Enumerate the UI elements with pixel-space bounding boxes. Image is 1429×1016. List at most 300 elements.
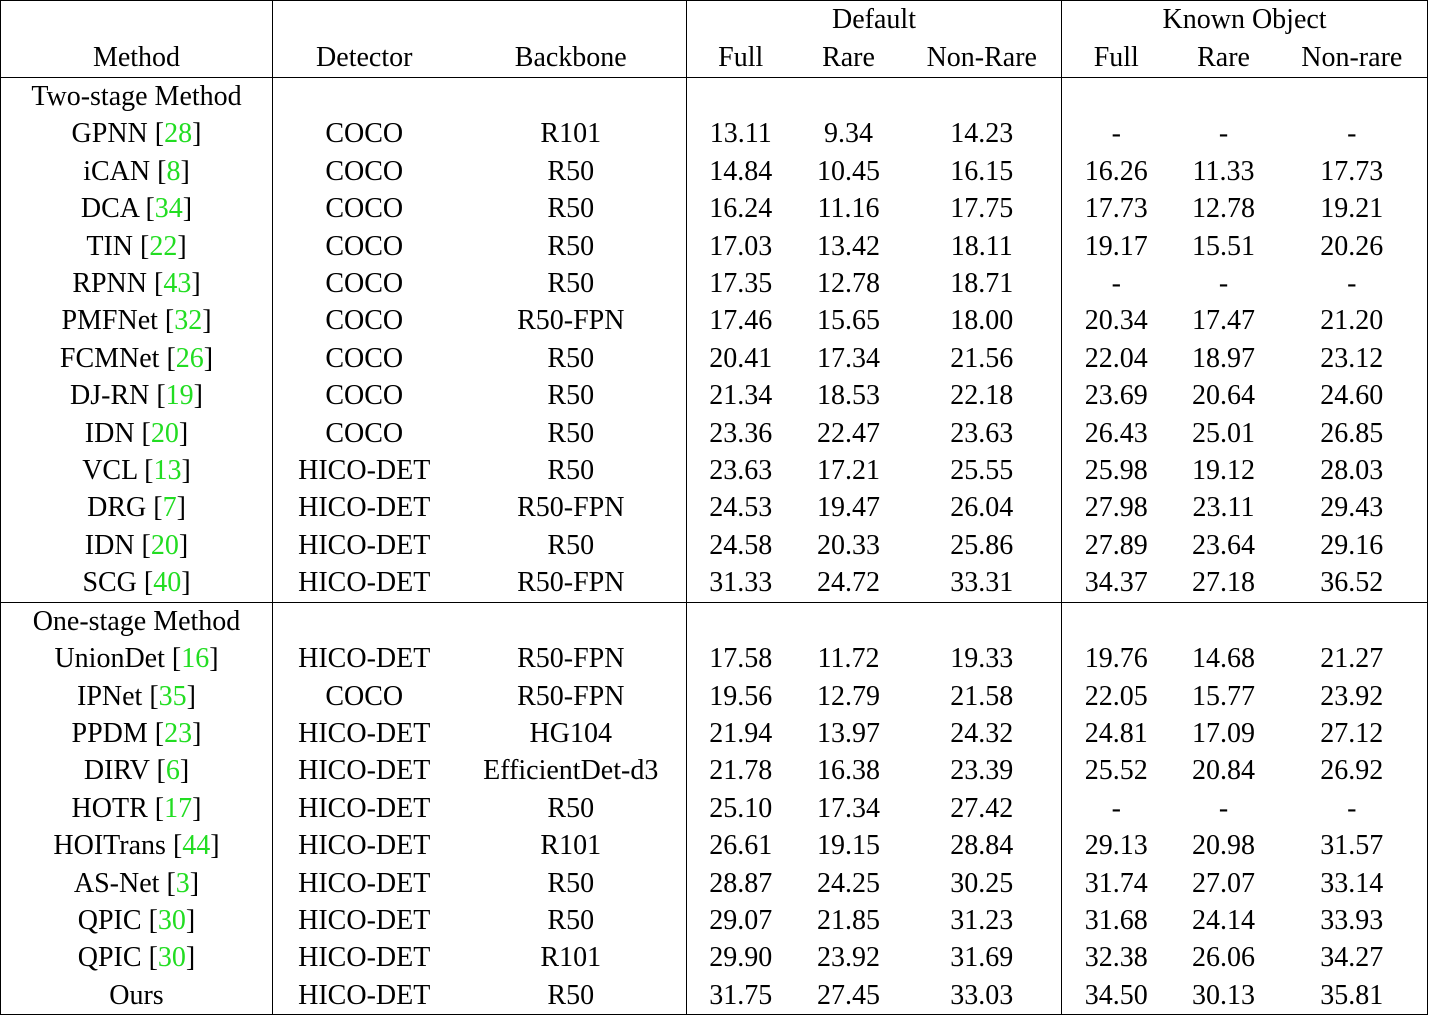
known-rare-cell: 24.14 [1192, 904, 1256, 936]
known-rare-cell: 18.97 [1192, 342, 1256, 374]
detector-cell: COCO [273, 190, 456, 227]
default-full-cell: 31.75 [687, 977, 795, 1015]
default-rare-cell: 13.42 [817, 230, 880, 262]
default-non-rare-cell: 18.00 [950, 305, 1014, 337]
method-cell: DIRV [6] [1, 752, 273, 789]
method-cell: HOITrans [44] [1, 827, 273, 864]
method-name: Ours [109, 979, 164, 1011]
backbone-cell: EfficientDet-d3 [483, 755, 659, 787]
known-full-cell: 34.50 [1062, 977, 1171, 1015]
known-rare-cell: 23.11 [1192, 492, 1255, 524]
default-non-rare-cell: 22.18 [950, 380, 1014, 412]
empty-cell [1277, 78, 1428, 116]
default-non-rare-cell: 25.55 [950, 455, 1014, 487]
method-cell: iCAN [8] [1, 153, 273, 190]
table-row [1, 415, 1428, 452]
known-rare-cell: 20.84 [1192, 755, 1256, 787]
known-rare-cell: 15.77 [1192, 680, 1256, 712]
default-rare-cell: 17.34 [817, 792, 880, 824]
table-row [1, 340, 1428, 377]
default-full-cell: 14.84 [687, 153, 795, 190]
default-full-cell: 23.36 [687, 415, 795, 452]
method-cell: GPNN [28] [1, 115, 273, 152]
citation-link[interactable]: 13 [153, 455, 182, 487]
known-full-cell: 31.68 [1062, 902, 1171, 939]
known-non-rare-cell: 17.73 [1277, 153, 1428, 190]
method-name: GPNN [71, 118, 148, 150]
known-non-rare-cell: 21.20 [1277, 302, 1428, 339]
backbone-cell: R50 [547, 867, 595, 899]
backbone-cell: R50 [547, 193, 595, 225]
method-cell [1, 977, 273, 1015]
detector-cell: COCO [273, 115, 456, 152]
known-non-rare-cell: 24.60 [1277, 377, 1428, 414]
known-non-rare-cell: 20.26 [1277, 228, 1428, 265]
section-title: One-stage Method [1, 602, 273, 640]
known-full-cell: - [1062, 265, 1171, 302]
table-row [1, 265, 1428, 302]
backbone-cell: R50 [547, 230, 595, 262]
default-full-cell: 24.58 [687, 527, 795, 564]
header-default-full: Full [687, 39, 795, 78]
method-name: QPIC [77, 904, 142, 936]
citation-link[interactable]: 20 [150, 417, 179, 449]
table-row [1, 715, 1428, 752]
detector-cell: HICO-DET [273, 452, 456, 489]
header-group-row [1, 1, 1428, 40]
default-non-rare-cell: 25.86 [950, 529, 1014, 561]
default-rare-cell: 18.53 [817, 380, 880, 412]
table-row [1, 302, 1428, 339]
table-row [1, 939, 1428, 976]
known-rare-cell: 30.13 [1171, 977, 1277, 1015]
citation-link[interactable]: 3 [175, 867, 190, 899]
default-rare-cell: 16.38 [817, 755, 880, 787]
method-cell: QPIC [30] [1, 939, 273, 976]
default-full-cell: 24.53 [687, 489, 795, 526]
table-row [1, 902, 1428, 939]
method-cell: DJ-RN [19] [1, 377, 273, 414]
method-cell: PPDM [23] [1, 715, 273, 752]
known-full-cell: 29.13 [1062, 827, 1171, 864]
table-row [1, 977, 1428, 1015]
known-non-rare-cell: 33.93 [1277, 902, 1428, 939]
empty-cell [795, 78, 903, 116]
default-full-cell: 21.78 [687, 752, 795, 789]
backbone-cell: R50-FPN [517, 643, 625, 675]
table-row [1, 377, 1428, 414]
method-name: HOTR [71, 792, 148, 824]
known-full-cell: 24.81 [1062, 715, 1171, 752]
known-non-rare-cell: 23.12 [1277, 340, 1428, 377]
method-name: RPNN [72, 268, 148, 300]
default-full-cell: 28.87 [687, 865, 795, 902]
default-rare-cell: 24.72 [817, 567, 880, 599]
known-non-rare-cell: 36.52 [1277, 564, 1428, 602]
known-non-rare-cell: 26.85 [1277, 415, 1428, 452]
default-full-cell: 25.10 [687, 790, 795, 827]
known-non-rare-cell: 19.21 [1277, 190, 1428, 227]
known-rare-cell: 19.12 [1192, 455, 1256, 487]
backbone-cell: R50-FPN [517, 680, 625, 712]
citation-link[interactable]: 7 [162, 492, 177, 524]
default-non-rare-cell: 18.11 [950, 230, 1013, 262]
empty-cell [687, 602, 795, 640]
default-full-cell: 19.56 [687, 678, 795, 715]
known-full-cell: 23.69 [1062, 377, 1171, 414]
method-cell: IDN [20] [1, 527, 273, 564]
detector-cell: COCO [273, 265, 456, 302]
citation-link[interactable]: 30 [157, 942, 186, 974]
detector-cell: HICO-DET [273, 939, 456, 976]
backbone-cell: R50 [547, 455, 595, 487]
header-group-default: Default [687, 1, 1062, 40]
method-cell: UnionDet [16] [1, 640, 273, 677]
citation-link[interactable]: 19 [165, 380, 194, 412]
detector-cell: COCO [273, 340, 456, 377]
known-full-cell: 27.98 [1062, 489, 1171, 526]
citation-link[interactable]: 32 [174, 305, 203, 337]
table-row [1, 190, 1428, 227]
known-non-rare-cell: 21.27 [1277, 640, 1428, 677]
header-detector: Detector [273, 39, 456, 78]
backbone-cell: R50-FPN [517, 305, 625, 337]
empty-cell [456, 602, 687, 640]
table-row [1, 827, 1428, 864]
backbone-cell: R101 [540, 942, 602, 974]
known-rare-cell: 27.07 [1192, 867, 1256, 899]
default-non-rare-cell: 26.04 [950, 492, 1014, 524]
detector-cell: HICO-DET [273, 977, 456, 1015]
empty-cell [1277, 602, 1428, 640]
citation-link[interactable]: 30 [157, 904, 186, 936]
default-non-rare-cell: 16.15 [950, 155, 1014, 187]
default-non-rare-cell: 28.84 [950, 830, 1014, 862]
backbone-cell: R50-FPN [517, 567, 625, 599]
default-rare-cell: 12.78 [817, 268, 880, 300]
header-group-known-object: Known Object [1062, 1, 1428, 40]
known-rare-cell: 15.51 [1192, 230, 1256, 262]
default-full-cell: 29.07 [687, 902, 795, 939]
method-cell: IDN [20] [1, 415, 273, 452]
known-full-cell: 22.04 [1062, 340, 1171, 377]
detector-cell: COCO [273, 415, 456, 452]
empty-cell [903, 602, 1062, 640]
default-non-rare-cell: 21.58 [950, 680, 1014, 712]
header-backbone: Backbone [456, 39, 687, 78]
method-cell: DCA [34] [1, 190, 273, 227]
known-full-cell: 27.89 [1062, 527, 1171, 564]
known-rare-cell: 20.64 [1192, 380, 1256, 412]
known-full-cell: 20.34 [1062, 302, 1171, 339]
known-non-rare-cell: 26.92 [1277, 752, 1428, 789]
known-rare-cell: - [1218, 792, 1229, 824]
known-non-rare-cell: 28.03 [1277, 452, 1428, 489]
empty-cell [903, 78, 1062, 116]
detector-cell: HICO-DET [273, 865, 456, 902]
method-cell: PMFNet [32] [1, 302, 273, 339]
default-full-cell: 17.46 [687, 302, 795, 339]
empty-cell [273, 602, 456, 640]
default-rare-cell: 17.21 [817, 455, 880, 487]
default-non-rare-cell: 24.32 [950, 717, 1014, 749]
backbone-cell: R50 [547, 792, 595, 824]
known-rare-cell: 17.47 [1192, 305, 1256, 337]
backbone-cell: R50 [547, 268, 595, 300]
default-full-cell: 13.11 [687, 115, 795, 152]
method-name: IPNet [77, 680, 143, 712]
default-rare-cell: 13.97 [817, 717, 880, 749]
default-rare-cell: 24.25 [817, 867, 880, 899]
known-non-rare-cell: 23.92 [1277, 678, 1428, 715]
method-name: AS-Net [73, 867, 160, 899]
default-full-cell: 17.35 [687, 265, 795, 302]
method-name: PMFNet [61, 305, 158, 337]
table-row [1, 489, 1428, 526]
method-cell: FCMNet [26] [1, 340, 273, 377]
section-header-row [1, 602, 1428, 640]
known-full-cell: 25.52 [1062, 752, 1171, 789]
backbone-cell: R101 [540, 830, 602, 862]
citation-link[interactable]: 44 [182, 830, 211, 862]
default-rare-cell: 23.92 [817, 942, 880, 974]
known-non-rare-cell: 34.27 [1277, 939, 1428, 976]
known-full-cell: 26.43 [1062, 415, 1171, 452]
method-name: IDN [84, 529, 135, 561]
known-rare-cell: 25.01 [1192, 417, 1256, 449]
method-name: DJ-RN [70, 380, 150, 412]
empty-cell [1062, 602, 1171, 640]
known-full-cell: 25.98 [1062, 452, 1171, 489]
method-name: iCAN [83, 155, 151, 187]
known-full-cell: 19.76 [1062, 640, 1171, 677]
table-row [1, 640, 1428, 677]
table-row [1, 678, 1428, 715]
known-full-cell: 22.05 [1062, 678, 1171, 715]
default-full-cell: 31.33 [687, 564, 795, 602]
method-name: HOITrans [53, 830, 166, 862]
known-full-cell: 17.73 [1062, 190, 1171, 227]
citation-link[interactable]: 40 [153, 567, 182, 599]
method-cell: IPNet [35] [1, 678, 273, 715]
citation-link[interactable]: 17 [164, 792, 193, 824]
method-cell: HOTR [17] [1, 790, 273, 827]
known-rare-cell: 26.06 [1192, 942, 1256, 974]
default-full-cell: 17.58 [687, 640, 795, 677]
default-non-rare-cell: 23.39 [950, 755, 1014, 787]
header-default-rare: Rare [795, 39, 903, 78]
known-full-cell: 34.37 [1062, 564, 1171, 602]
known-non-rare-cell: - [1277, 790, 1428, 827]
default-rare-cell: 10.45 [817, 155, 880, 187]
known-full-cell: 32.38 [1062, 939, 1171, 976]
method-name: DIRV [83, 755, 150, 787]
detector-cell: COCO [273, 228, 456, 265]
backbone-cell: R50 [547, 904, 595, 936]
method-cell: QPIC [30] [1, 902, 273, 939]
known-non-rare-cell: 27.12 [1277, 715, 1428, 752]
method-cell: RPNN [43] [1, 265, 273, 302]
known-full-cell: 19.17 [1062, 228, 1171, 265]
backbone-cell: R50-FPN [517, 492, 625, 524]
method-name: QPIC [77, 942, 142, 974]
detector-cell: HICO-DET [273, 902, 456, 939]
table-row [1, 527, 1428, 564]
table-row [1, 564, 1428, 602]
table-row [1, 153, 1428, 190]
detector-cell: HICO-DET [273, 640, 456, 677]
method-name: DCA [80, 193, 139, 225]
known-non-rare-cell: - [1277, 265, 1428, 302]
empty-cell [1171, 602, 1277, 640]
method-name: DRG [87, 492, 147, 524]
default-rare-cell: 17.34 [817, 342, 880, 374]
known-non-rare-cell: - [1277, 115, 1428, 152]
known-rare-cell: 23.64 [1192, 529, 1256, 561]
empty-cell [1062, 78, 1171, 116]
citation-link[interactable]: 23 [164, 717, 193, 749]
citation-link[interactable]: 16 [181, 643, 210, 675]
detector-cell: HICO-DET [273, 790, 456, 827]
default-rare-cell: 9.34 [824, 118, 873, 150]
known-full-cell: 31.74 [1062, 865, 1171, 902]
known-rare-cell: 11.33 [1192, 155, 1255, 187]
default-rare-cell: 19.47 [817, 492, 880, 524]
detector-cell: HICO-DET [273, 564, 456, 602]
backbone-cell: R50 [547, 380, 595, 412]
method-name: FCMNet [59, 342, 160, 374]
section-header-row [1, 78, 1428, 116]
default-rare-cell: 21.85 [817, 904, 880, 936]
default-non-rare-cell: 14.23 [950, 118, 1014, 150]
citation-link[interactable]: 35 [158, 680, 187, 712]
default-non-rare-cell: 31.69 [950, 942, 1014, 974]
method-cell: VCL [13] [1, 452, 273, 489]
known-rare-cell: - [1218, 118, 1229, 150]
default-non-rare-cell: 33.31 [950, 567, 1014, 599]
default-rare-cell: 20.33 [817, 529, 880, 561]
method-name: PPDM [71, 717, 148, 749]
citation-link[interactable]: 22 [149, 230, 178, 262]
detector-cell: HICO-DET [273, 715, 456, 752]
method-cell: AS-Net [3] [1, 865, 273, 902]
detector-cell: COCO [273, 377, 456, 414]
citation-link[interactable]: 43 [163, 268, 192, 300]
backbone-cell: HG104 [529, 717, 612, 749]
citation-link[interactable]: 20 [150, 529, 179, 561]
header-known-full: Full [1062, 39, 1171, 78]
default-rare-cell: 12.79 [817, 680, 880, 712]
backbone-cell: R50 [547, 529, 595, 561]
known-rare-cell: 14.68 [1192, 643, 1256, 675]
table-row [1, 115, 1428, 152]
known-non-rare-cell: 29.16 [1277, 527, 1428, 564]
default-rare-cell: 22.47 [817, 417, 880, 449]
default-full-cell: 29.90 [687, 939, 795, 976]
default-non-rare-cell: 18.71 [950, 268, 1014, 300]
detector-cell: HICO-DET [273, 527, 456, 564]
citation-link[interactable]: 6 [165, 755, 180, 787]
known-non-rare-cell: 33.14 [1277, 865, 1428, 902]
method-cell: SCG [40] [1, 564, 273, 602]
method-name: UnionDet [54, 643, 165, 675]
known-full-cell: - [1062, 790, 1171, 827]
method-name: VCL [82, 455, 138, 487]
empty-cell [273, 78, 456, 116]
method-cell: TIN [22] [1, 228, 273, 265]
header-method: Method [1, 39, 273, 78]
default-full-cell: 26.61 [687, 827, 795, 864]
backbone-cell: R101 [540, 118, 602, 150]
known-rare-cell: 27.18 [1192, 567, 1256, 599]
default-full-cell: 23.63 [687, 452, 795, 489]
default-non-rare-cell: 19.33 [950, 643, 1014, 675]
default-rare-cell: 11.16 [817, 193, 880, 225]
default-rare-cell: 11.72 [817, 643, 880, 675]
citation-link[interactable]: 34 [154, 193, 183, 225]
empty-cell [795, 602, 903, 640]
method-cell: DRG [7] [1, 489, 273, 526]
default-full-cell: 17.03 [687, 228, 795, 265]
detector-cell: HICO-DET [273, 827, 456, 864]
default-non-rare-cell: 33.03 [903, 977, 1062, 1015]
header-known-non-rare: Non-rare [1277, 39, 1428, 78]
known-full-cell: 16.26 [1062, 153, 1171, 190]
default-non-rare-cell: 27.42 [950, 792, 1014, 824]
method-name: SCG [82, 567, 137, 599]
default-non-rare-cell: 30.25 [950, 867, 1014, 899]
default-non-rare-cell: 17.75 [950, 193, 1014, 225]
detector-cell: HICO-DET [273, 752, 456, 789]
known-rare-cell: 17.09 [1192, 717, 1256, 749]
table-row [1, 790, 1428, 827]
method-name: IDN [84, 417, 135, 449]
default-rare-cell: 19.15 [817, 830, 880, 862]
citation-link[interactable]: 26 [175, 342, 204, 374]
default-full-cell: 21.94 [687, 715, 795, 752]
method-name: TIN [86, 230, 133, 262]
default-non-rare-cell: 23.63 [950, 417, 1014, 449]
detector-cell: COCO [273, 302, 456, 339]
empty-cell [687, 78, 795, 116]
backbone-cell: R50 [456, 977, 687, 1015]
detector-cell: HICO-DET [273, 489, 456, 526]
default-full-cell: 16.24 [687, 190, 795, 227]
table-row [1, 452, 1428, 489]
header-default-non-rare: Non-Rare [903, 39, 1062, 78]
table-row [1, 752, 1428, 789]
known-non-rare-cell: 35.81 [1277, 977, 1428, 1015]
known-non-rare-cell: 31.57 [1277, 827, 1428, 864]
header-column-row [1, 39, 1428, 78]
citation-link[interactable]: 8 [166, 155, 181, 187]
detector-cell: COCO [273, 678, 456, 715]
table-row [1, 228, 1428, 265]
default-full-cell: 20.41 [687, 340, 795, 377]
empty-cell [456, 78, 687, 116]
known-non-rare-cell: 29.43 [1277, 489, 1428, 526]
default-rare-cell: 15.65 [817, 305, 880, 337]
backbone-cell: R50 [547, 342, 595, 374]
known-rare-cell: 12.78 [1192, 193, 1256, 225]
citation-link[interactable]: 28 [164, 118, 193, 150]
default-non-rare-cell: 21.56 [950, 342, 1014, 374]
known-full-cell: - [1062, 115, 1171, 152]
default-rare-cell: 27.45 [795, 977, 903, 1015]
section-title: Two-stage Method [1, 78, 273, 116]
known-rare-cell: - [1218, 268, 1229, 300]
detector-cell: COCO [273, 153, 456, 190]
